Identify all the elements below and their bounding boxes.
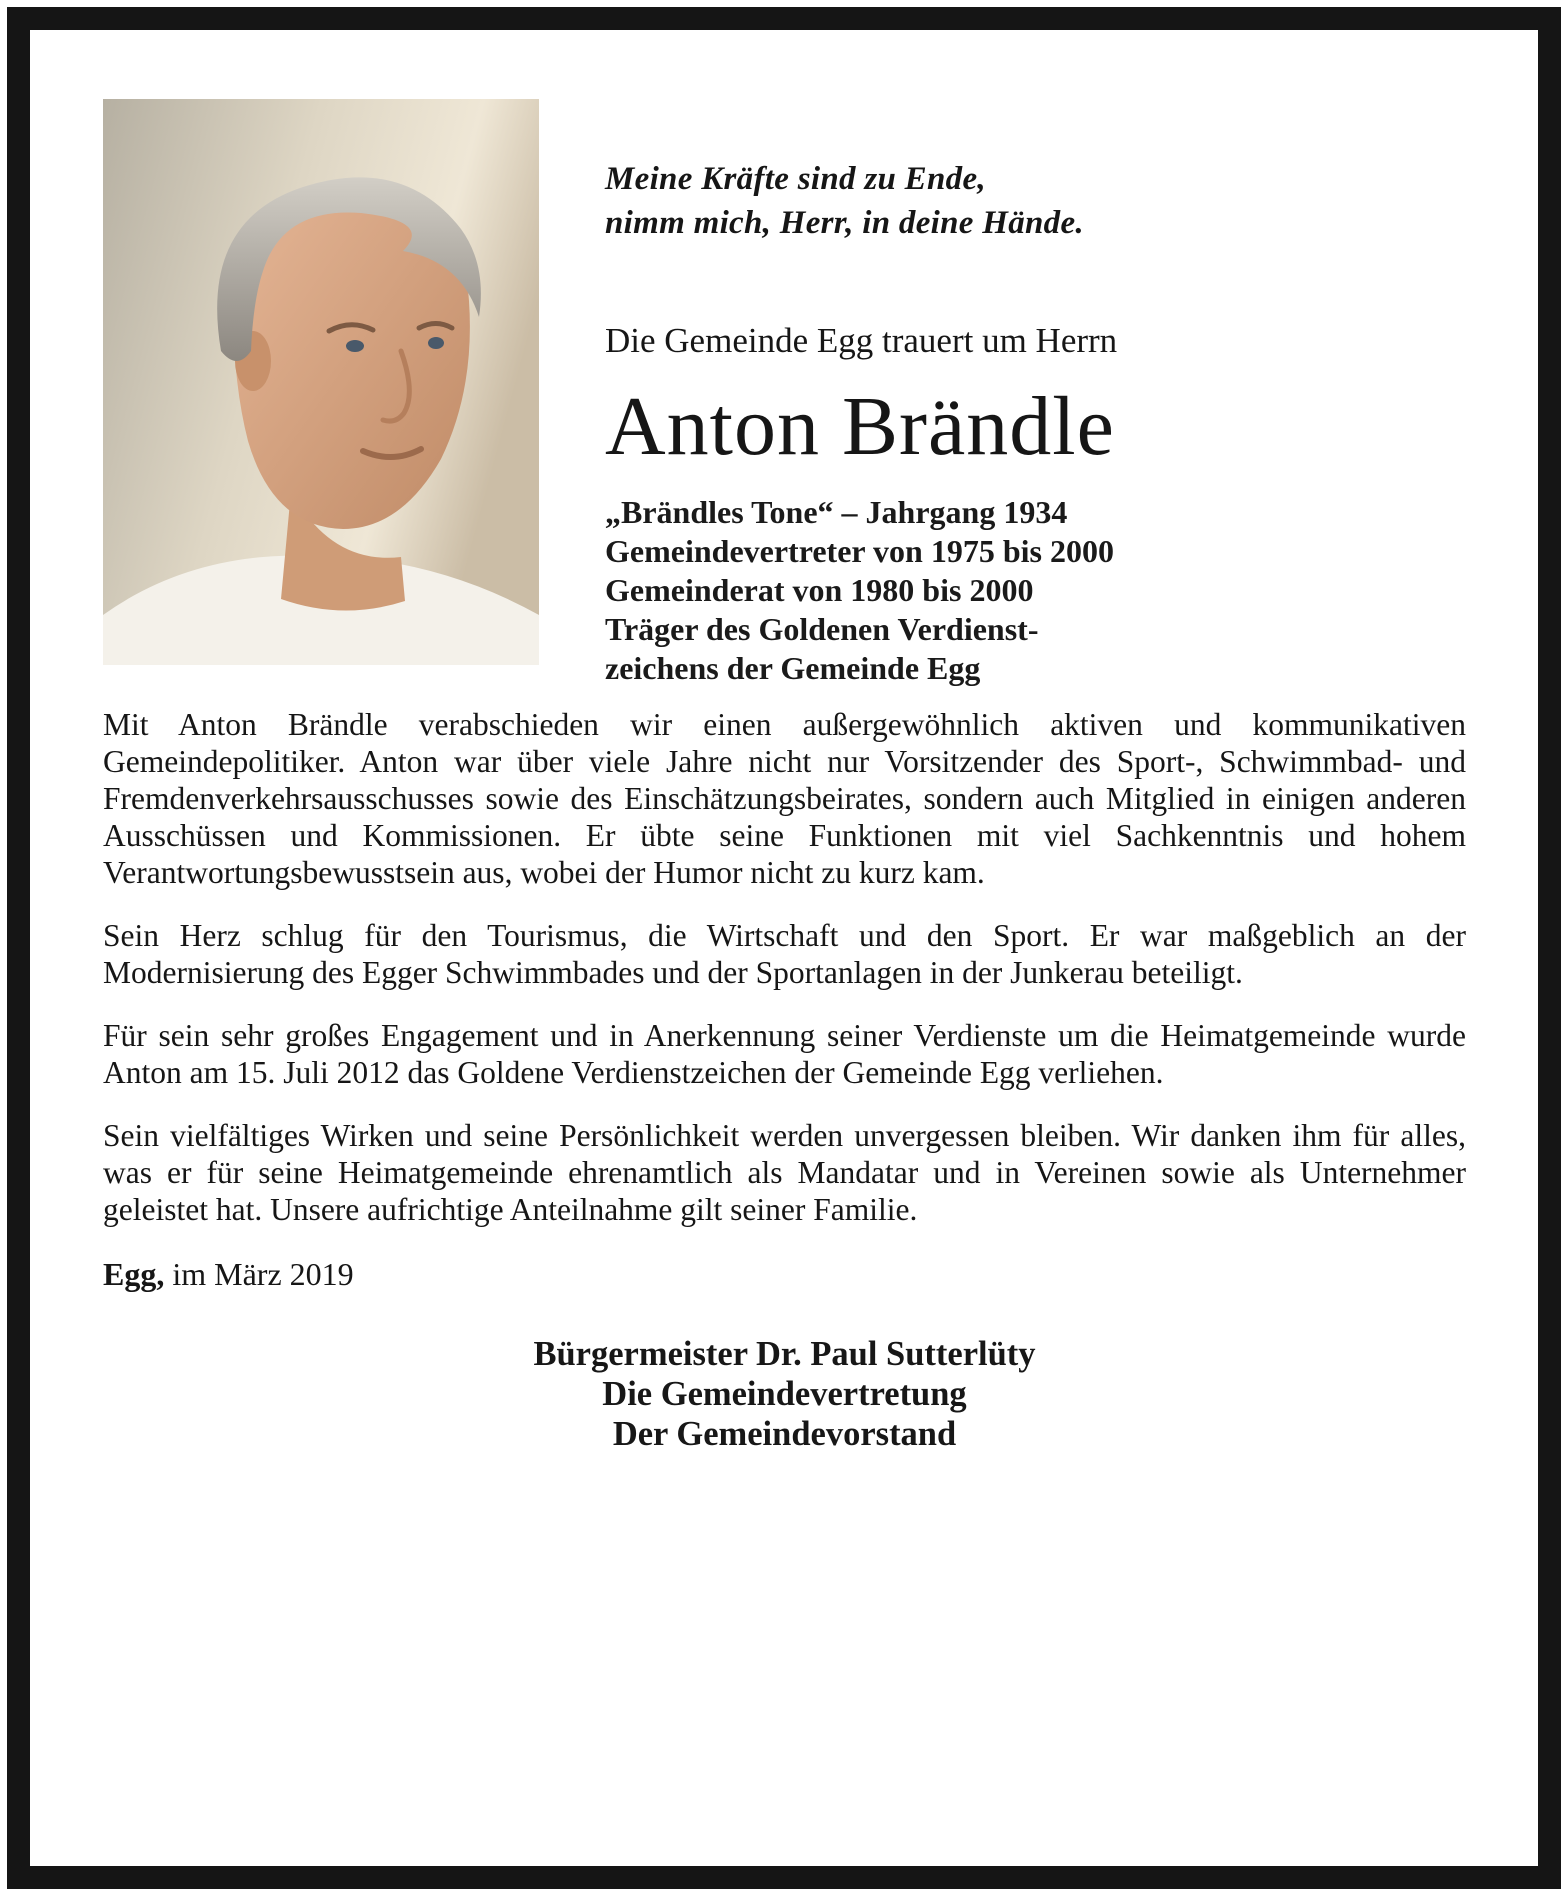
deceased-name: Anton Brändle: [605, 380, 1115, 473]
memorial-quote-line-1: Meine Kräfte sind zu Ende,: [605, 161, 986, 197]
dateline: [103, 1254, 1466, 1294]
portrait-photo: [103, 99, 539, 665]
dateline-date: im März 2019: [172, 1256, 354, 1292]
memorial-quote: [605, 157, 1466, 245]
obituary-body: [103, 706, 1466, 1228]
signature-mayor: Bürgermeister Dr. Paul Sutterlüty: [533, 1335, 1036, 1373]
life-details: [605, 493, 1466, 688]
body-paragraph-3: Für sein sehr großes Engagement und in Anerkennung seiner Verdienste um die Heimatgemeinde wurde Anton am 15. Juli 2012 das Goldene Verdienstzeichen der Gemeinde Egg verliehen.: [103, 1018, 1466, 1090]
life-details-line-4: Träger des Goldenen Verdienst-: [605, 611, 1039, 647]
memorial-quote-line-2: nimm mich, Herr, in deine Hände.: [605, 205, 1084, 241]
body-paragraph-4: Sein vielfältiges Wirken und seine Persönlichkeit werden unvergessen bleiben. Wir danken ihm für alles, was er für seine Heimatgemeinde ehrenamtlich als Mandatar und in Vereinen sowie als Unternehmer geleistet hat. Unsere aufrichtige Anteilnahme gilt seiner Familie.: [103, 1118, 1466, 1227]
body-paragraph-1: Mit Anton Brändle verabschieden wir einen außergewöhnlich aktiven und kommunikativen Gemeindepolitiker. Anton war über viele Jahre nicht nur Vorsitzender des Sport-, Schwimmbad- und Fremdenverkehrsausschusses sowie des Einschätzungsbeirates, sondern auch Mitglied in einigen anderen Ausschüssen und Kommissionen. Er übte seine Funktionen mit viel Sachkenntnis und hohem Verantwortungsbewusstsein aus, wobei der Humor nicht zu kurz kam.: [103, 707, 1466, 890]
portrait-photo-illustration: [103, 99, 539, 665]
life-details-line-3: Gemeinderat von 1980 bis 2000: [605, 572, 1034, 608]
signature-council: Die Gemeindevertretung: [602, 1375, 967, 1413]
dateline-place: Egg,: [103, 1256, 165, 1292]
header-text-column: [605, 75, 1466, 688]
life-details-line-1: „Brändles Tone“ – Jahrgang 1934: [605, 494, 1068, 530]
life-details-line-5: zeichens der Gemeinde Egg: [605, 650, 981, 686]
signature-block: [103, 1334, 1466, 1454]
intro-line: Die Gemeinde Egg trauert um Herrn: [605, 321, 1118, 360]
life-details-line-2: Gemeindevertreter von 1975 bis 2000: [605, 533, 1114, 569]
signature-board: Der Gemeindevorstand: [612, 1415, 957, 1453]
page-content: [30, 30, 1538, 1866]
header-section: [103, 75, 1466, 688]
body-paragraph-2: Sein Herz schlug für den Tourismus, die Wirtschaft und den Sport. Er war maßgeblich an der Modernisierung des Egger Schwimmbades und der Sportanlagen in der Junkerau beteiligt.: [103, 918, 1466, 990]
